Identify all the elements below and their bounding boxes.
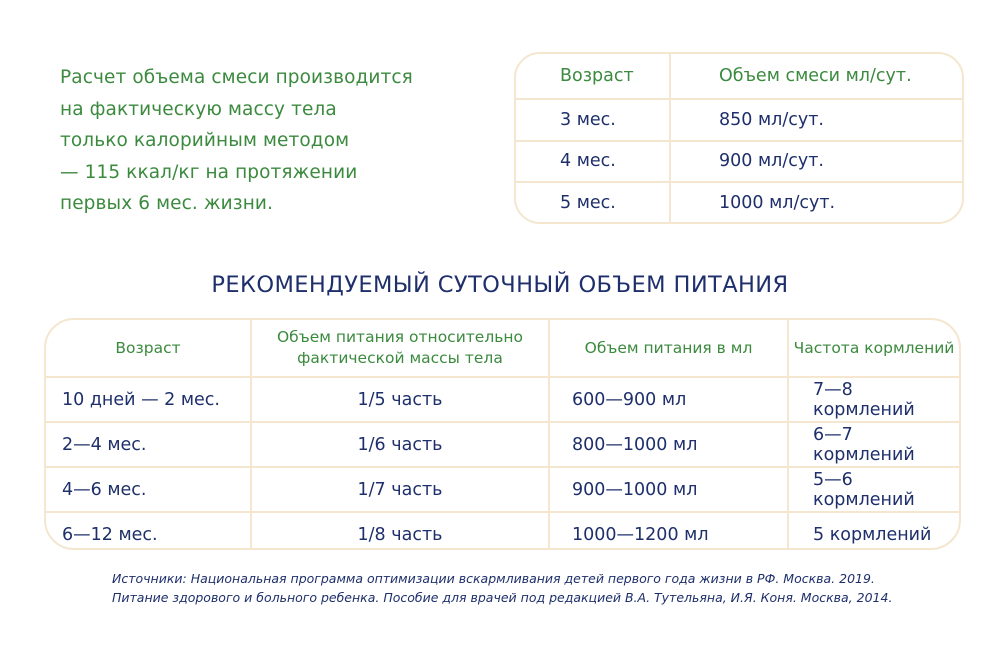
header-volume-ml: Объем питания в мл xyxy=(549,320,788,377)
intro-line: — 115 ккал/кг на протяжении xyxy=(60,161,358,183)
cell-age: 3 мес. xyxy=(516,99,670,141)
header-age: Возраст xyxy=(516,54,670,99)
cell-volume-ml: 1000—1200 мл xyxy=(549,512,788,550)
table-row xyxy=(46,377,959,422)
header-volume: Объем смеси мл/сут. xyxy=(670,54,962,99)
table-row xyxy=(516,99,962,141)
cell-relative-volume: 1/5 часть xyxy=(251,377,549,422)
header-relative-volume: Объем питания относительно фактической массы тела xyxy=(251,320,549,377)
cell-age: 10 дней — 2 мес. xyxy=(46,377,251,422)
table-row xyxy=(46,422,959,467)
cell-relative-volume: 1/8 часть xyxy=(251,512,549,550)
cell-volume: 1000 мл/сут. xyxy=(670,182,962,222)
cell-volume-ml: 800—1000 мл xyxy=(549,422,788,467)
cell-age: 4 мес. xyxy=(516,141,670,183)
cell-relative-volume: 1/7 часть xyxy=(251,467,549,512)
sources-note xyxy=(112,570,892,607)
header-feeding-frequency: Частота кормлений xyxy=(788,320,959,377)
intro-line: Расчет объема смеси производится xyxy=(60,67,413,88)
cell-age: 4—6 мес. xyxy=(46,467,251,512)
cell-relative-volume: 1/6 часть xyxy=(251,422,549,467)
cell-feeding-frequency: 5—6 кормлений xyxy=(788,467,959,512)
table-header-row xyxy=(516,54,962,99)
formula-volume-table xyxy=(514,52,964,224)
page-title: РЕКОМЕНДУЕМЫЙ СУТОЧНЫЙ ОБЪЕМ ПИТАНИЯ xyxy=(211,272,789,298)
table-row xyxy=(516,182,962,222)
header-age: Возраст xyxy=(46,320,251,377)
cell-age: 5 мес. xyxy=(516,182,670,222)
source-line: Источники: Национальная программа оптимизации вскармливания детей первого года жизни в РФ. Москва. 2019. xyxy=(112,571,875,586)
cell-feeding-frequency: 6—7 кормлений xyxy=(788,422,959,467)
cell-age: 2—4 мес. xyxy=(46,422,251,467)
cell-age: 6—12 мес. xyxy=(46,512,251,550)
table-row xyxy=(46,512,959,550)
intro-line: первых 6 мес. жизни. xyxy=(60,193,274,214)
table-row xyxy=(516,141,962,183)
cell-volume: 850 мл/сут. xyxy=(670,99,962,141)
cell-volume: 900 мл/сут. xyxy=(670,141,962,183)
cell-volume-ml: 600—900 мл xyxy=(549,377,788,422)
cell-volume-ml: 900—1000 мл xyxy=(549,467,788,512)
intro-line: на фактическую массу тела xyxy=(60,98,337,120)
source-line: Питание здорового и больного ребенка. Пособие для врачей под редакцией В.А. Тутельяна, И.Я. Коня. Москва, 2014. xyxy=(112,589,893,605)
cell-feeding-frequency: 5 кормлений xyxy=(788,512,959,550)
intro-text xyxy=(60,62,460,220)
intro-line: только калорийным методом xyxy=(60,130,350,151)
table-row xyxy=(46,467,959,512)
cell-feeding-frequency: 7—8 кормлений xyxy=(788,377,959,422)
nutrition-volume-table xyxy=(44,318,961,550)
table-header-row xyxy=(46,320,959,377)
